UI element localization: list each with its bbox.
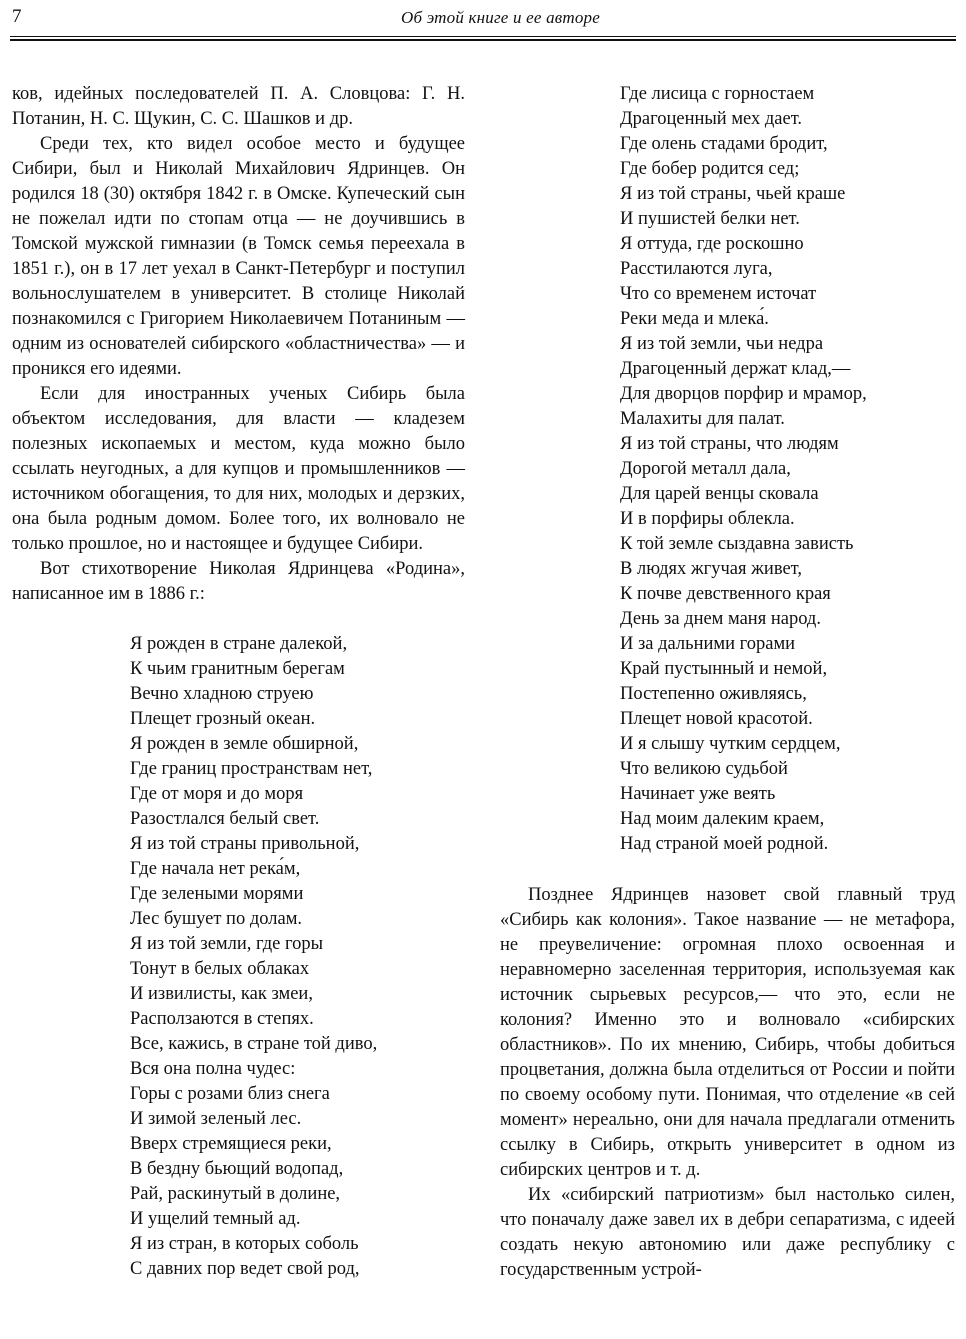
poem-line: И в порфиры облекла. [620, 509, 795, 529]
poem-line: Вся она полна чудес: [130, 1059, 296, 1079]
poem-stanza [12, 632, 465, 1282]
right-prose [500, 883, 955, 1283]
poem-line: И я слышу чутким сердцем, [620, 734, 841, 754]
right-column [500, 82, 955, 1283]
poem-line: Плещет новой красотой. [620, 709, 813, 729]
poem-line: Где зелеными морями [130, 884, 304, 904]
poem-line: Расползаются в степях. [130, 1009, 314, 1029]
poem-line: Я из той земли, чьи недра [620, 334, 824, 354]
poem-line: Где олень стадами бродит, [620, 134, 828, 154]
paragraph: Если для иностранных ученых Сибирь была объектом исследования, для власти — кладезем полезных ископаемых и местом, куда можно было ссылать неугодных, а для купцов и промышленников — источником обогащения, то для них, молодых и дерзких, она была родным домом. Более того, их волновало не только прошлое, но и настоящее и будущее Сибири. [12, 384, 465, 554]
poem-line: Где границ пространствам нет, [130, 759, 373, 779]
poem-line: Драгоценный держат клад,— [620, 359, 851, 379]
paragraph: ков, идейных последователей П. А. Словцова: Г. Н. Потанин, Н. С. Щукин, С. С. Шашков и др. [12, 84, 465, 129]
poem-line: Я из той страны, что людям [620, 434, 839, 454]
paragraph: Среди тех, кто видел особое место и будущее Сибири, был и Николай Михайлович Ядринцев. Он родился 18 (30) октября 1842 г. в Омске. Купеческий сын не пожелал идти по стопам отца — не доучившись в Томской мужской гимназии (в Томск семья переехала в 1851 г.), он в 17 лет уехал в Санкт-Петербург и поступил вольнослушателем в университет. В столице Николай познакомился с Григорием Николаевичем Потаниным — одним из основателей сибирского «областничества» — и проникся его идеями. [12, 134, 465, 379]
poem-line: Драгоценный мех дает. [620, 109, 803, 129]
poem-line: Я из той страны привольной, [130, 834, 360, 854]
poem-line: Я из той страны, чьей краше [620, 184, 846, 204]
poem-line: Над страной моей родной. [620, 834, 829, 854]
poem-line: Где бобер родится сед; [620, 159, 800, 179]
poem-line: Я рожден в стране далекой, [130, 634, 348, 654]
page-number: 7 [12, 6, 22, 27]
poem-line: К той земле сыздавна зависть [620, 534, 854, 554]
poem-line: Я из стран, в которых соболь [130, 1234, 359, 1254]
poem-line: И ущелий темный ад. [130, 1209, 301, 1229]
poem-line: Постепенно оживляясь, [620, 684, 807, 704]
poem-line: Разостлался белый свет. [130, 809, 320, 829]
poem-line: Начинает уже веять [620, 784, 776, 804]
poem-line: Дорогой металл дала, [620, 459, 791, 479]
poem-line: Где начала нет река́м, [130, 859, 301, 879]
paragraph: Их «сибирский патриотизм» был настолько силен, что поначалу даже завел их в дебри сепаратизма, с идеей создать некую автономию или даже республику с государственным устрой- [500, 1185, 955, 1280]
header-rule-thick [10, 39, 956, 41]
poem-line: Реки меда и млека́. [620, 309, 769, 329]
poem-line: Тонут в белых облаках [130, 959, 310, 979]
poem-line: Малахиты для палат. [620, 409, 785, 429]
poem-line: Над моим далеким краем, [620, 809, 825, 829]
poem-line: Я рожден в земле обширной, [130, 734, 359, 754]
poem-line: И за дальними горами [620, 634, 796, 654]
running-title: Об этой книге и ее авторе [401, 8, 600, 27]
poem-line: В людях жгучая живет, [620, 559, 802, 579]
poem-line: Вечно хладною струею [130, 684, 314, 704]
poem-line: С давних пор ведет свой род, [130, 1259, 360, 1279]
poem-line: Плещет грозный океан. [130, 709, 316, 729]
poem-line: И извилисты, как змеи, [130, 984, 313, 1004]
poem-line: К чьим гранитным берегам [130, 659, 345, 679]
poem-line: Для дворцов порфир и мрамор, [620, 384, 867, 404]
poem-line: И зимой зеленый лес. [130, 1109, 302, 1129]
poem-line: Я оттуда, где роскошно [620, 234, 804, 254]
poem-line: И пушистей белки нет. [620, 209, 800, 229]
poem-line: Все, кажись, в стране той диво, [130, 1034, 378, 1054]
left-column [12, 82, 465, 1282]
poem-line: Где лисица с горностаем [620, 84, 815, 104]
paragraph: Позднее Ядринцев назовет свой главный труд «Сибирь как колония». Такое название — не метафора, не преувеличение: огромная плохо освоенная и неравномерно заселенная территория, используемая как источник сырьевых ресурсов,— что это, если не колония? Именно это и волновало «сибирских областников». По их мнению, Сибирь, чтобы добиться процветания, должна была отделиться от России и пойти по своему особому пути. Понимая, что отделение «в сей момент» нереально, они для начала предлагали отменить ссылку в Сибирь, открыть университет в одном из сибирских центров и т. д. [500, 885, 955, 1180]
poem-line: Горы с розами близ снега [130, 1084, 330, 1104]
poem-line: Я из той земли, где горы [130, 934, 323, 954]
poem-line: Рай, раскинутый в долине, [130, 1184, 341, 1204]
poem-stanza [500, 82, 955, 857]
poem-line: Для царей венцы сковала [620, 484, 819, 504]
poem-line: Где от моря и до моря [130, 784, 304, 804]
poem-line: Расстилаются луга, [620, 259, 773, 279]
paragraph: Вот стихотворение Николая Ядринцева «Родина», написанное им в 1886 г.: [12, 559, 465, 604]
poem-line: Лес бушует по долам. [130, 909, 303, 929]
header-rule-thin [10, 36, 956, 37]
poem-line: Край пустынный и немой, [620, 659, 828, 679]
poem-line: Что великою судьбой [620, 759, 788, 779]
poem-line: К почве девственного края [620, 584, 831, 604]
poem-line: В бездну бьющий водопад, [130, 1159, 344, 1179]
poem-line: Вверх стремящиеся реки, [130, 1134, 332, 1154]
poem-line: Что со временем источат [620, 284, 817, 304]
poem-line: День за днем маня народ. [620, 609, 821, 629]
running-header [0, 0, 966, 44]
